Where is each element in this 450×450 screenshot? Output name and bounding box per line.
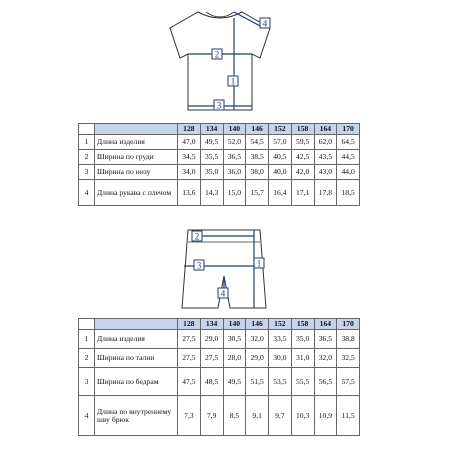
- size-header: 170: [337, 319, 360, 330]
- size-header: 158: [291, 319, 314, 330]
- size-header: 128: [178, 124, 201, 135]
- size-header: 152: [269, 319, 292, 330]
- size-header: 158: [291, 124, 314, 135]
- shorts-marker-1: 1: [256, 258, 262, 269]
- size-header: 128: [178, 319, 201, 330]
- table-row: 1 Длина изделия 47,0 49,5 52,0 54,5 57,0 59,5 62,0 64,5: [79, 135, 360, 150]
- table-row: 3 Ширина по низу 34,0 35,0 36,0 38,0 40,0 42,0 43,0 44,0: [79, 165, 360, 180]
- tshirt-marker-2: 2: [214, 49, 220, 60]
- size-header: 140: [223, 124, 246, 135]
- tshirt-outline: [170, 12, 270, 110]
- size-header: 170: [337, 124, 360, 135]
- table-row: 2 Ширина по талии 27,5 27,5 28,0 29,0 30,0 31,0 32,0 32,5: [79, 349, 360, 368]
- table-row: 4 Длина рукава с плечом 13,6 14,3 15,0 15,7 16,4 17,1 17,8 18,5: [79, 180, 360, 206]
- shorts-diagram: [174, 222, 274, 314]
- table-row: 4 Длина по внутреннему шву брюк 7,3 7,9 8,5 9,1 9,7 10,3 10,9 11,5: [79, 396, 360, 436]
- shorts-marker-3: 3: [196, 260, 202, 271]
- tshirt-marker-4: 4: [262, 18, 268, 29]
- size-header: 140: [223, 319, 246, 330]
- shorts-size-table: [78, 318, 360, 436]
- table-row: 2 Ширина по груди 34,5 35,5 36,5 38,5 40,5 42,5 43,5 44,5: [79, 150, 360, 165]
- size-header: 134: [200, 319, 223, 330]
- tshirt-marker-1: 1: [230, 76, 236, 87]
- size-header: 146: [246, 124, 269, 135]
- table-row: 3 Ширина по бедрам 47,5 48,5 49,5 51,5 53,5 55,5 56,5 57,5: [79, 368, 360, 396]
- tshirt-size-table: [78, 123, 360, 206]
- tshirt-marker-3: 3: [216, 100, 222, 111]
- size-header: 152: [269, 124, 292, 135]
- size-header: 164: [314, 124, 337, 135]
- table-row: 1 Длина изделия 27,5 29,0 30,5 32,0 33,5 35,0 36,5 38,8: [79, 330, 360, 349]
- shorts-marker-4: 4: [220, 288, 226, 299]
- tshirt-diagram: [160, 6, 280, 116]
- size-header: 146: [246, 319, 269, 330]
- size-header: 164: [314, 319, 337, 330]
- shorts-marker-2: 2: [194, 231, 200, 242]
- size-header: 134: [200, 124, 223, 135]
